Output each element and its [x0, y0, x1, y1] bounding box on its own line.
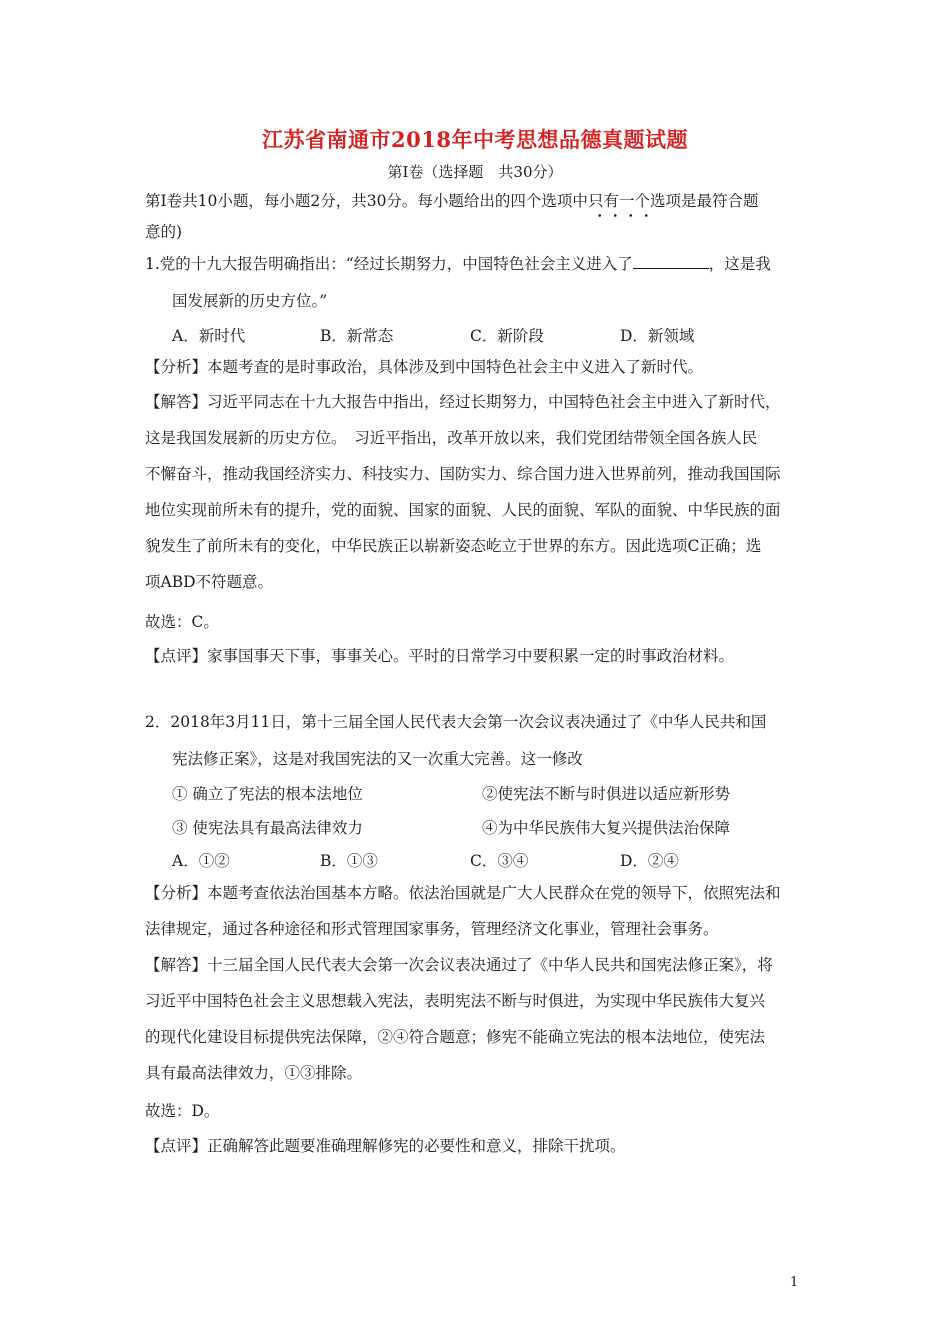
q2-statement-3: ③ 使宪法具有最高法律效力 — [172, 819, 363, 837]
q2-analysis-line: 法律规定，通过各种途径和形式管理国家事务，管理经济文化事业，管理社会事务。 — [145, 920, 719, 938]
q1-comment: 【点评】家事国事天下事，事事关心。平时的日常学习中要积累一定的时事政治材料。 — [145, 647, 735, 665]
intro-line — [145, 191, 758, 211]
intro-line: 意的) — [145, 223, 183, 241]
q2-answer-line: 习近平中国特色社会主义思想载入宪法，表明宪法不断与时俱进，为实现中华民族伟大复兴 — [145, 992, 766, 1010]
q2-option-a: A．①② — [172, 852, 230, 870]
q2-answer-line: 的现代化建设目标提供宪法保障，②④符合题意；修宪不能确立宪法的根本法地位，使宪法 — [145, 1028, 766, 1046]
stem-text: ，这是我 — [708, 255, 771, 273]
q2-option-b: B．①③ — [320, 852, 378, 870]
q1-answer-line: 【解答】习近平同志在十九大报告中指出，经过长期努力，中国特色社会主中进入了新时代， — [145, 393, 781, 411]
emphasis-text: 只有一个 — [587, 192, 650, 210]
section-subtitle: 第Ⅰ卷（选择题 共30分） — [387, 163, 563, 181]
q1-option-a: A．新时代 — [172, 327, 246, 345]
stem-text: 1.党的十九大报告明确指出：“经过长期努力，中国特色社会主义进入了 — [145, 255, 633, 273]
q2-statement-1: ① 确立了宪法的根本法地位 — [172, 785, 363, 803]
document-title: 江苏省南通市2018年中考思想品德真题试题 — [262, 127, 688, 152]
intro-text: 第Ⅰ卷共10小题，每小题2分，共30分。每小题给出的四个选项中 — [145, 192, 588, 210]
q1-answer-line: 这是我国发展新的历史方位。 习近平指出，改革开放以来，我们党团结带领全国各族人民 — [145, 429, 758, 447]
q2-option-d: D．②④ — [620, 852, 679, 870]
q2-answer-line: 【解答】十三届全国人民代表大会第一次会议表决通过了《中华人民共和国宪法修正案》，将 — [145, 956, 773, 974]
q1-option-d: D．新领域 — [620, 327, 695, 345]
q2-comment: 【点评】正确解答此题要准确理解修宪的必要性和意义，排除干扰项。 — [145, 1137, 626, 1155]
q1-answer-line: 地位实现前所未有的提升，党的面貌、国家的面貌、人民的面貌、军队的面貌、中华民族的面 — [145, 501, 781, 519]
q1-answer-line: 项ABD不符题意。 — [145, 573, 274, 591]
q2-answer-line: 具有最高法律效力，①③排除。 — [145, 1064, 363, 1082]
question-2-stem: 宪法修正案》，这是对我国宪法的又一次重大完善。这一修改 — [172, 750, 583, 768]
q2-statement-2: ②使宪法不断与时俱进以适应新形势 — [482, 785, 731, 803]
answer-blank — [633, 254, 709, 269]
q1-analysis: 【分析】本题考查的是时事政治，具体涉及到中国特色社会主中义进入了新时代。 — [145, 358, 704, 376]
q2-statement-4: ④为中华民族伟大复兴提供法治保障 — [482, 819, 731, 837]
question-1-stem — [145, 254, 771, 274]
intro-text: 选项是最符合题 — [649, 192, 759, 210]
q2-choice: 故选：D。 — [145, 1102, 220, 1120]
question-1-stem: 国发展新的历史方位。” — [172, 292, 328, 310]
q2-analysis-line: 【分析】本题考查依法治国基本方略。依法治国就是广大人民群众在党的领导下，依照宪法和 — [145, 884, 781, 902]
q1-choice: 故选：C。 — [145, 613, 219, 631]
question-2-stem: 2．2018年3月11日，第十三届全国人民代表大会第一次会议表决通过了《中华人民共和国 — [145, 713, 767, 731]
q2-option-c: C．③④ — [470, 852, 529, 870]
q1-answer-line: 貌发生了前所未有的变化，中华民族正以崭新姿态屹立于世界的东方。因此选项C正确；选 — [145, 537, 762, 555]
q1-option-b: B．新常态 — [320, 327, 394, 345]
page-number: 1 — [790, 1275, 799, 1290]
q1-answer-line: 不懈奋斗，推动我国经济实力、科技实力、国防实力、综合国力进入世界前列，推动我国国际 — [145, 465, 781, 483]
q1-option-c: C．新阶段 — [470, 327, 544, 345]
